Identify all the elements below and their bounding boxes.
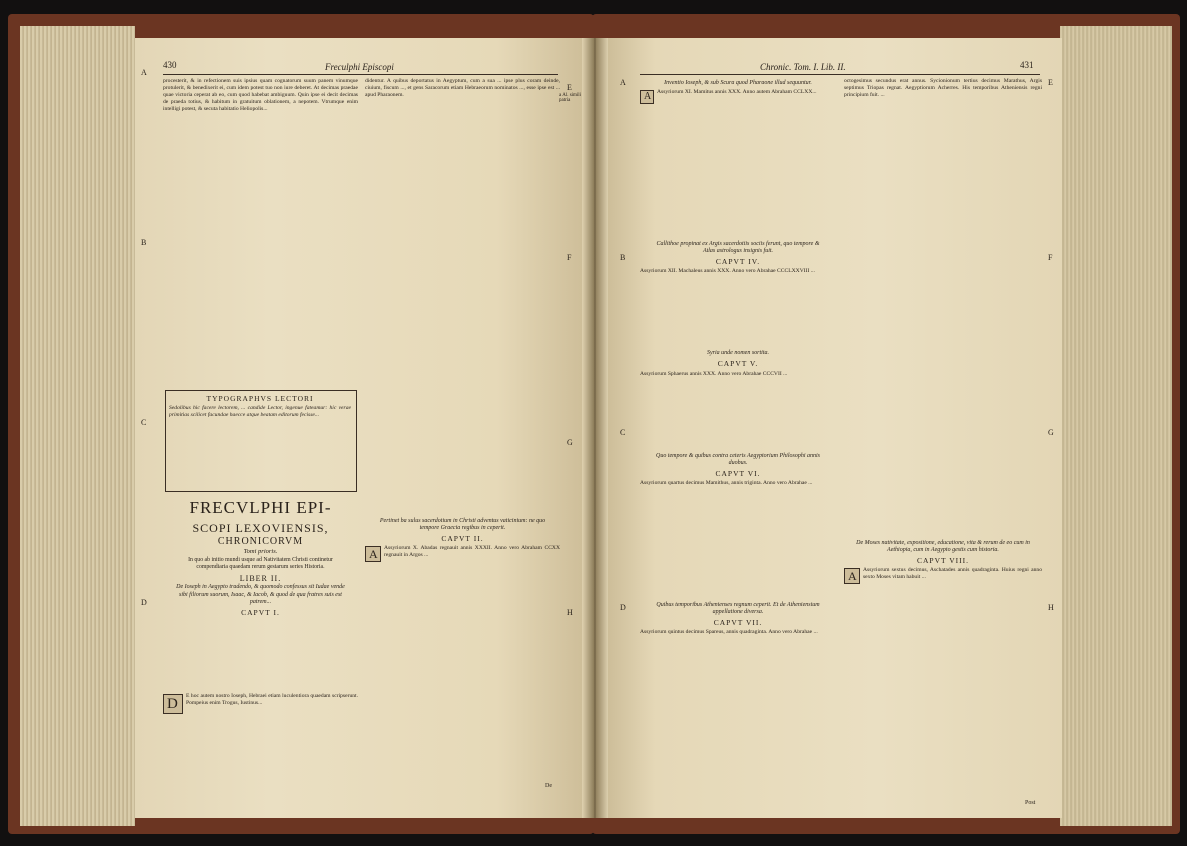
running-head: Freculphi Episcopi — [325, 62, 394, 72]
margin-letter-d: D — [620, 603, 626, 612]
margin-letter-b: B — [141, 238, 147, 247]
left-page — [135, 38, 587, 818]
margin-letter-a: A — [620, 78, 626, 87]
drop-cap-d: D — [163, 694, 183, 714]
header-rule — [640, 74, 1040, 75]
catchword: De — [545, 783, 552, 789]
margin-letter-g: G — [1048, 428, 1054, 437]
left-col2-text: didentur. A quibus deportatus in Aegyptum, cum a sua ... ipse plus coram deinde, ciuium, fiscum ..., et gens Saracorum etiam Hebraeorum nominatos ..., esse ipse est ... apud Pharaonem. — [365, 78, 560, 99]
margin-letter-c: C — [620, 428, 626, 437]
margin-letter-e: E — [1048, 78, 1053, 87]
left-col2-caput-ii: Pertinet ba sulus sacerdotium in Christi adventus vaticinium: ne quo tempore Graecia regibus in ceperit. CAPVT II. A Assyriorum X. Abadas regnauit annis XXXII. Anno vero Abraham CCXX regnauit in Argos ... — [365, 516, 560, 776]
title-block: FRECVLPHI EPI- SCOPI LEXOVIENSIS, CHRONICORVM Tomi prioris. In quo ab initio mundi usque ad Nativitatem Christi continetur compendiaria quaedam rerum gestarum series Historia. LIBER II. De Ioseph in Aegypto tradendo, & quomodo confessus sit Iudae vende sibi filiorum suorum, Isaac, & Iacob, & quod de qua fratres suis est patrem... CAPVT I. — [176, 498, 345, 617]
running-head: Chronic. Tom. I. Lib. II. — [760, 62, 846, 72]
left-col1-text: procesterit, & in refectionem suis ipsius quam cognatorum suum panem vinumque protulerit, & benedixerit ei, cum idem potest tuo non iure deberet. At decimas praedae quae victoria ceperat ab eo, cum quod habebat ambiguum. Quin ipse ei decit decimas de praeda totius, & habitum in gratuitum oblationem, a nepotem. Vtrumque enim intelligi potest, & secuta habitatio Heliopolis... — [163, 78, 358, 113]
margin-letter-b: B — [620, 253, 626, 262]
margin-letter-g: G — [567, 438, 573, 447]
margin-letter-e: E — [567, 83, 572, 92]
page-edges-left — [20, 26, 135, 826]
catchword: Post — [1025, 800, 1036, 806]
margin-note: a Al. simili patria — [559, 93, 582, 103]
drop-cap-a: A — [365, 546, 381, 562]
margin-letter-f: F — [1048, 253, 1053, 262]
page-number: 431 — [1020, 60, 1034, 70]
margin-letter-a: A — [141, 68, 147, 77]
margin-letter-d: D — [141, 598, 147, 607]
page-edges-right — [1060, 26, 1172, 826]
typographus-note: TYPOGRAPHVS LECTORI Sedolibus hic facere lectorem, ... candide Lector, ingenue fateamur: hic verae primitias scilicet facundae haecce atque beatam editorum fecisse... — [169, 394, 351, 419]
drop-cap-a: A — [844, 568, 860, 584]
caput-i-text: D E hoc autem nostro Ioseph, Hebraei etiam luculentiora quaedam scripserunt. Pompeius enim Trogus, Iustinus... — [163, 693, 358, 773]
margin-letter-h: H — [567, 608, 573, 617]
right-page — [600, 38, 1062, 818]
margin-letter-f: F — [567, 253, 572, 262]
page-number: 430 — [163, 60, 177, 70]
margin-letter-h: H — [1048, 603, 1054, 612]
book-gutter — [582, 38, 608, 818]
right-col2-text: octogesimus secundus erat annus. Sycionionum tertius decimus Marathus, Argis septimus Triopas regnat. Aegyptiorum Acherres. His temporibus Atheniensis regni principium fuit. ... De Moses nativitate, expositione, educatione, vita & rerum de eo cum in Aethiopia, cum in Aegypto gestis cum historia. CAPVT VIII. A Assyriorum sextus decimus, Aschatades annis quadraginta. Huius regni anno sexto Moses vitam habuit ... — [844, 78, 1042, 584]
drop-cap: A — [640, 90, 654, 104]
margin-letter-c: C — [141, 418, 147, 427]
header-rule — [163, 74, 558, 75]
right-col1-text: Inventio Ioseph, & sub Scura quod Pharaone illud sequuntur. A Assyriorum XI. Mamitus annis XXX. Anno autem Abraham CCLXX... Callithoe propinat ex Argis sacerdotiis sociis ferunt, quo tempore & Atlas astrologus insignis fuit. CAPVT IV. Assyriorum XII. Machaleus annis XXX. Anno vero Abrahae CCCLXXVIII ... Syria unde nomen sortita. CAPVT V. Assyriorum Sphaerus annis XXX. Anno vero Abrahae CCCVII ... Quo tempore & quibus contra ceteris Aegyptorium Philosophi annis duobus. CAPVT VI. Assyriorum quartus decimus Mamithus, annis triginta. Anno vero Abrahae ... Quibus temporibus Athenienses regnum ceperit. Et de Atheniensium appellatione diversa. CAPVT VII. Assyriorum quintus decimus Spareus, annis quadraginta. Anno vero Abrahae ... — [640, 80, 820, 636]
